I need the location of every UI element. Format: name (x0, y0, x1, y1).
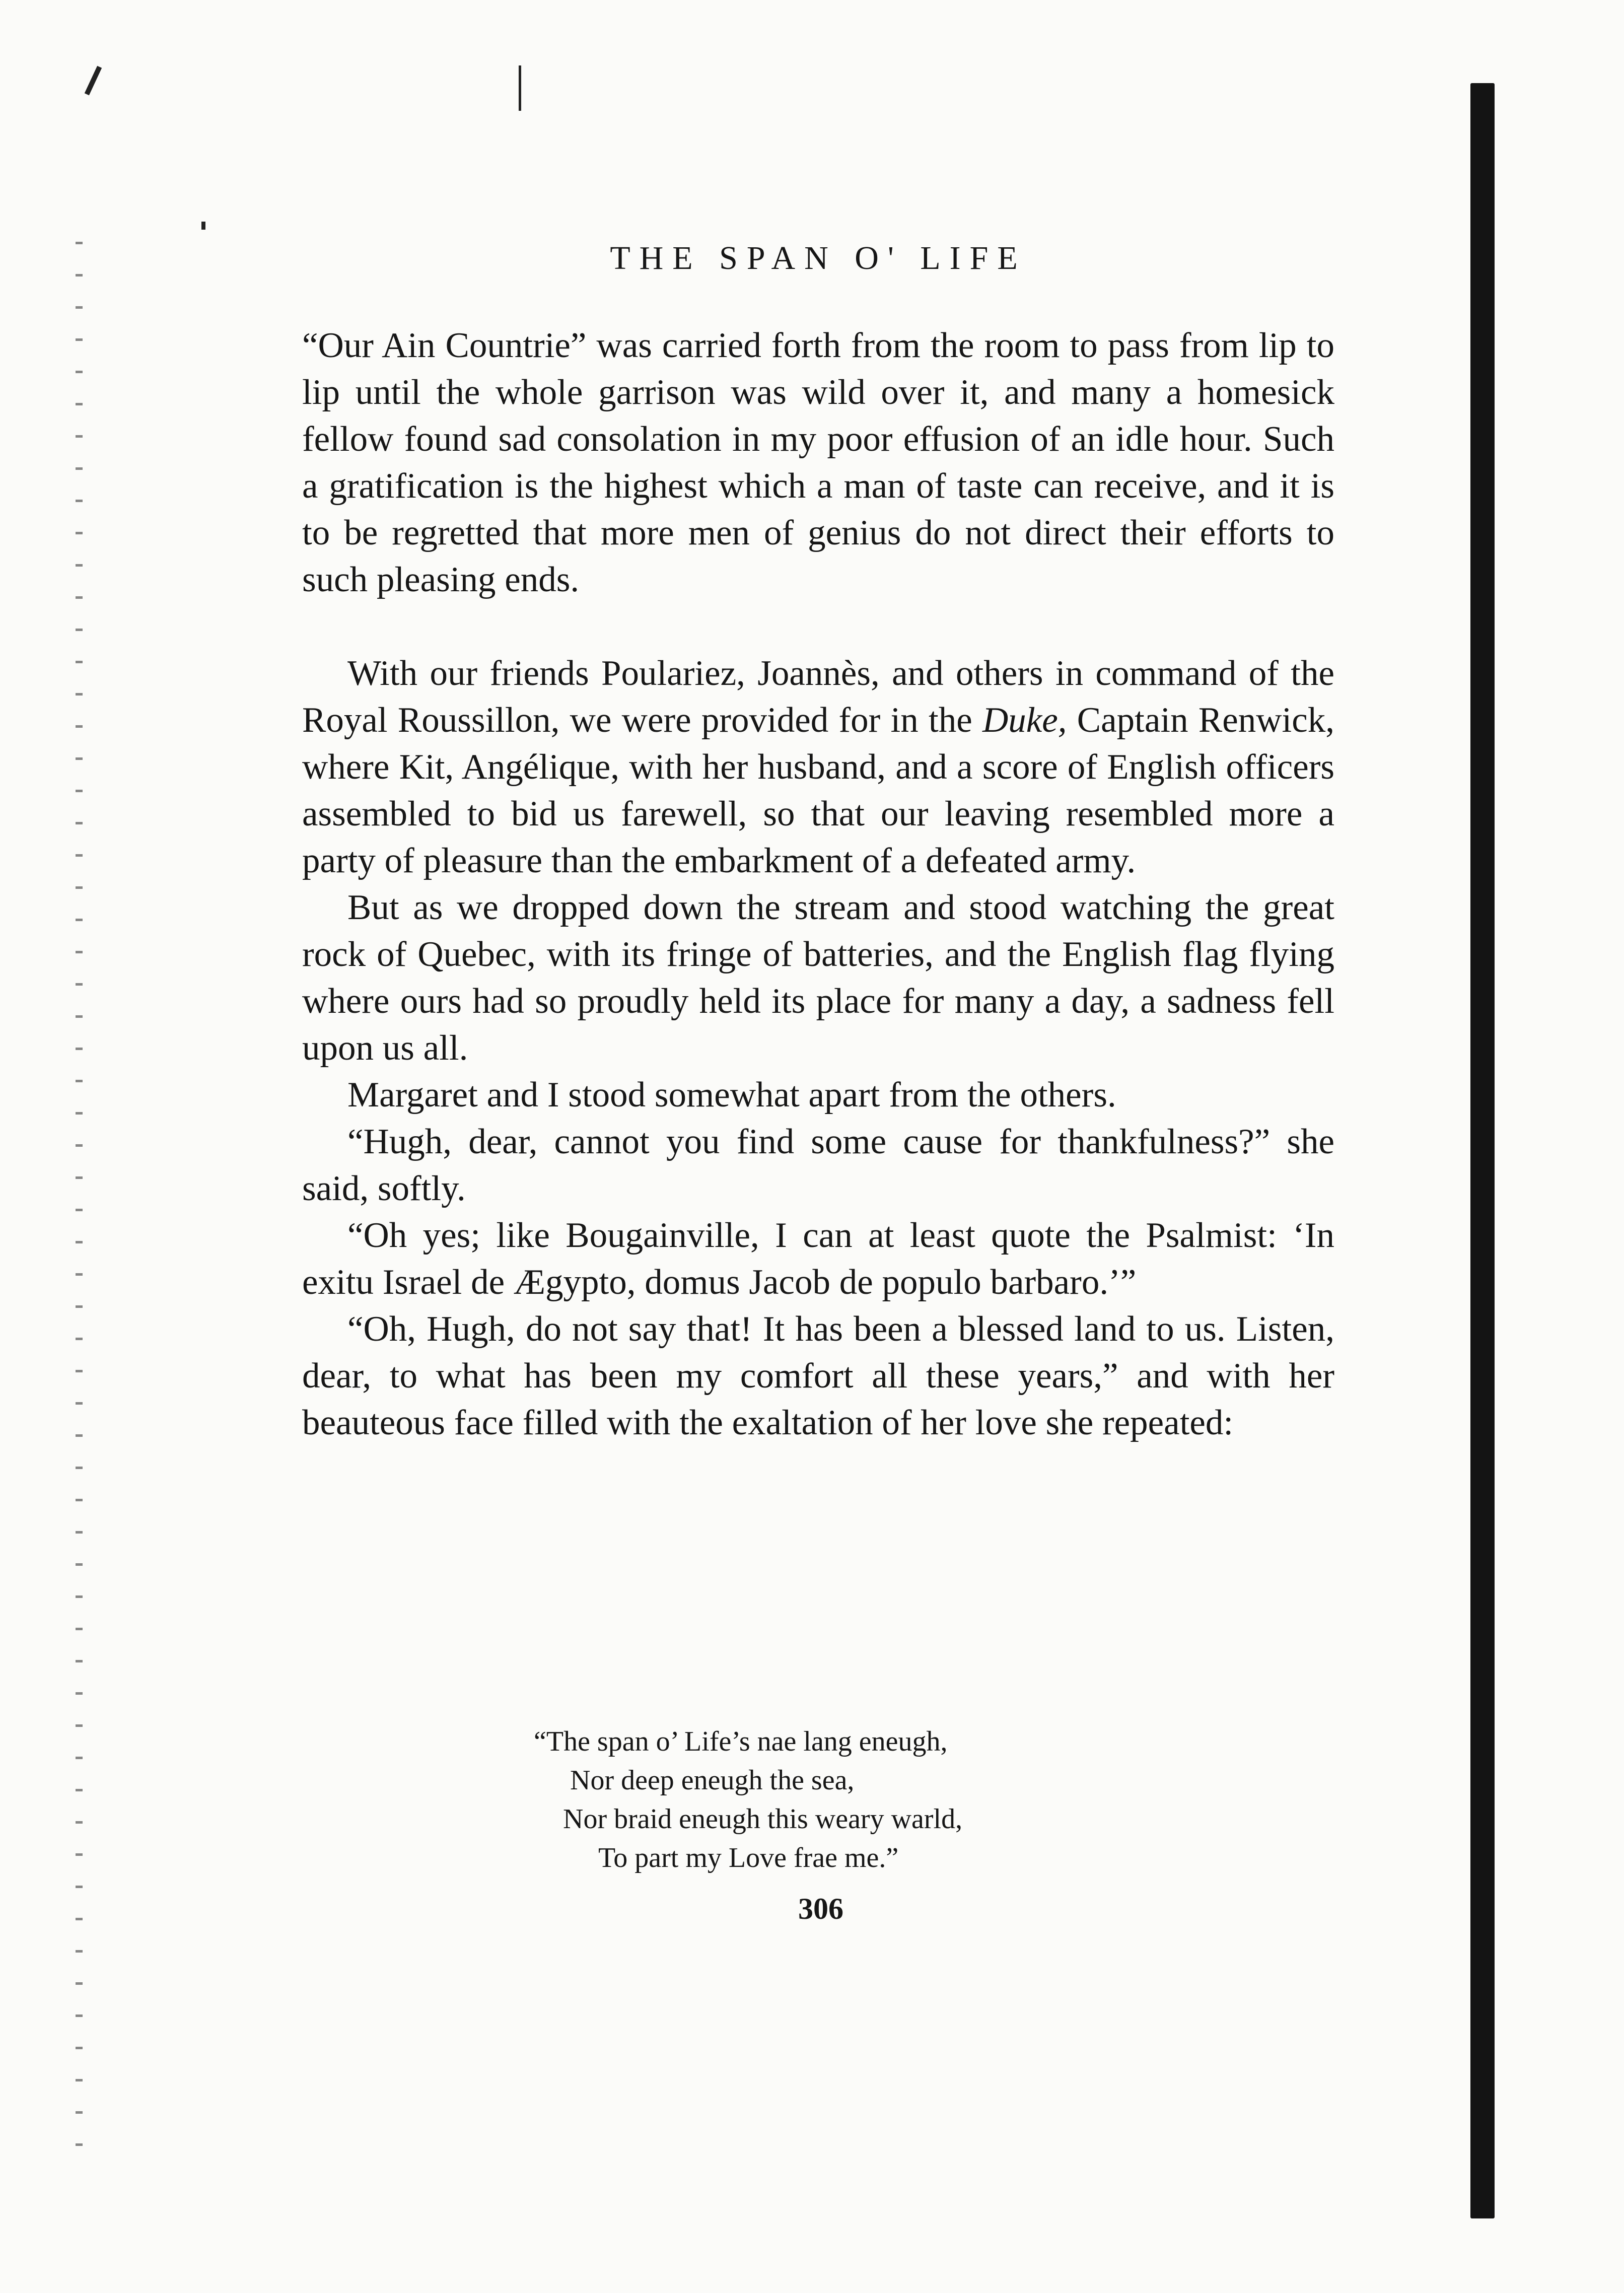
paragraph-text: With our friends Poulariez, Joannès, and others in command of the Royal Roussillon, we were provided for in the (302, 654, 1334, 740)
poem-line: Nor braid eneugh this weary warld, (563, 1803, 963, 1835)
paragraph: “Hugh, dear, cannot you find some cause for thankfulness?” she said, softly. (302, 1122, 1334, 1208)
body-text (302, 322, 1334, 1446)
paragraph (302, 650, 1334, 884)
scan-binding-edge (1470, 83, 1495, 2218)
scan-speck (85, 66, 102, 96)
paragraph: “Our Ain Countrie” was carried forth from the room to pass from lip to lip until the whole garrison was wild over it, and many a homesick fellow found sad consolation in my poor effusion of an idle hour. Such a gratification is the highest which a man of taste can receive, and it is to be regretted that more men of genius do not direct their efforts to such pleasing ends. (302, 326, 1334, 599)
paragraph: “Oh, Hugh, do not say that! It has been a blessed land to us. Listen, dear, to what has been my comfort all these years,” and with her beauteous face filled with the exaltation of her love she repeated: (302, 1309, 1334, 1442)
paragraph-text: Captain Renwick, where Kit, Angélique, with her husband, and a score of English officers assembled to bid us farewell, so that our leaving resembled more a party of pleasure than the embarkment of a defeated army. (302, 701, 1335, 880)
paragraph: Margaret and I stood somewhat apart from the others. (347, 1075, 1116, 1115)
running-title: THE SPAN O' LIFE (610, 240, 1027, 276)
poem-line: Nor deep eneugh the sea, (570, 1765, 855, 1796)
poem-line: “The span o’ Life’s nae lang eneugh, (534, 1726, 948, 1757)
ship-name: Duke, (982, 701, 1067, 740)
page-number: 306 (798, 1892, 843, 1925)
scan-gutter-marks (76, 242, 83, 2156)
poem (534, 1722, 962, 1878)
paragraph: But as we dropped down the stream and stood watching the great rock of Quebec, with its fringe of batteries, and the English flag flying where ours had so proudly held its place for many a day, a sadness fell upon us all. (302, 888, 1334, 1068)
paragraph: “Oh yes; like Bougainville, I can at least quote the Psalmist: ‘In exitu Israel de Ægypto, domus Jacob de populo barbaro.’” (302, 1216, 1334, 1302)
scan-speck (201, 222, 205, 230)
scan-speck (519, 65, 521, 111)
poem-line: To part my Love frae me.” (598, 1842, 899, 1873)
